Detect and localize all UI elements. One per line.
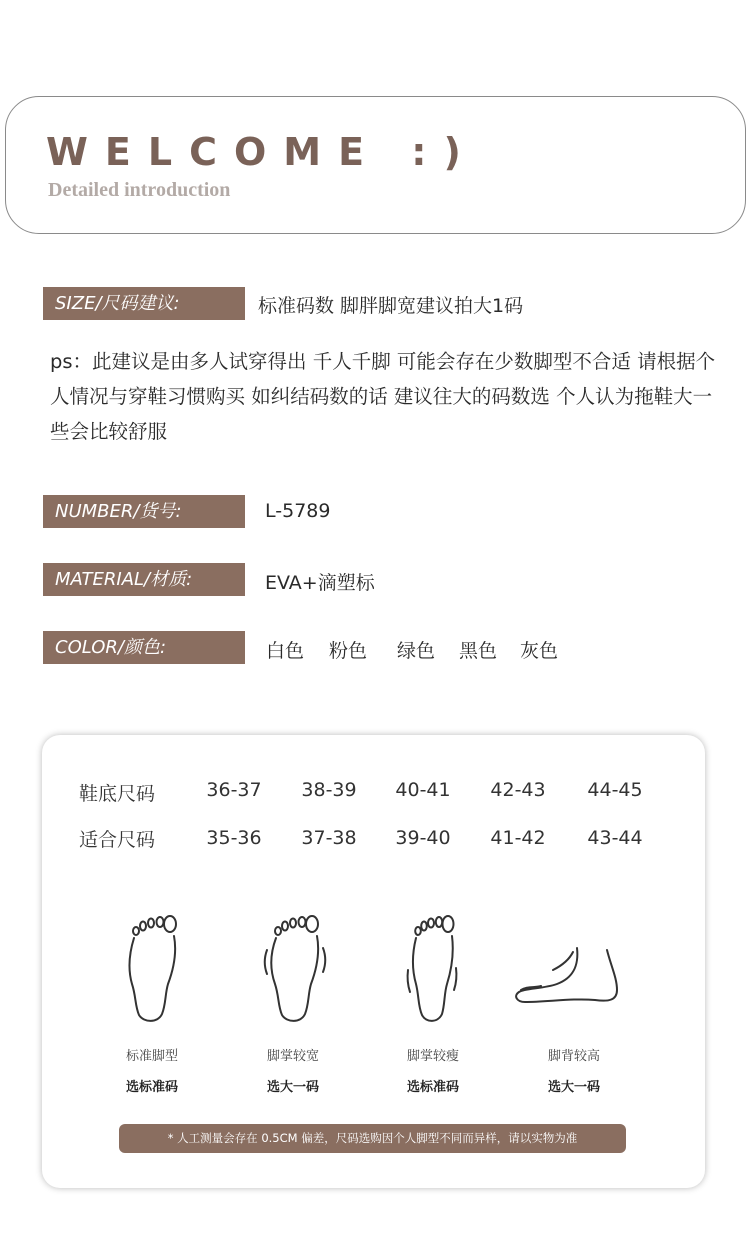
disclaimer-note: * 人工测量会存在 0.5CM 偏差，尺码选购因个人脚型不同而异样，请以实物为准 bbox=[119, 1124, 626, 1153]
number-value: L-5789 bbox=[265, 500, 331, 522]
table-cell: 39-40 bbox=[395, 827, 451, 849]
foot-type-label: 脚背较高 bbox=[547, 1049, 600, 1064]
color-option: 粉色 bbox=[329, 640, 368, 662]
foot-advice-label: 选大一码 bbox=[266, 1080, 319, 1095]
foot-advice-label: 选标准码 bbox=[406, 1080, 459, 1095]
foot-type-label: 脚掌较宽 bbox=[266, 1049, 319, 1064]
color-label: COLOR/颜色: bbox=[43, 631, 245, 664]
color-option: 白色 bbox=[266, 640, 305, 662]
foot-type-label: 标准脚型 bbox=[125, 1049, 178, 1064]
table-row-label: 鞋底尺码 bbox=[79, 783, 156, 805]
color-option: 绿色 bbox=[397, 640, 436, 662]
table-cell: 43-44 bbox=[587, 827, 643, 849]
welcome-subtitle: Detailed introduction bbox=[48, 179, 231, 201]
foot-advice-label: 选大一码 bbox=[547, 1080, 600, 1095]
slim-foot-icon bbox=[402, 912, 462, 1024]
material-label: MATERIAL/材质: bbox=[43, 563, 245, 596]
foot-advice-label: 选标准码 bbox=[125, 1080, 178, 1095]
color-option: 黑色 bbox=[459, 640, 498, 662]
material-value: EVA+滴塑标 bbox=[265, 572, 375, 594]
table-cell: 38-39 bbox=[301, 779, 357, 801]
number-label: NUMBER/货号: bbox=[43, 495, 245, 528]
size-value: 标准码数 脚胖脚宽建议拍大1码 bbox=[258, 295, 524, 317]
table-row-label: 适合尺码 bbox=[79, 829, 156, 851]
wide-foot-icon bbox=[262, 912, 328, 1024]
table-cell: 35-36 bbox=[206, 827, 262, 849]
table-cell: 42-43 bbox=[490, 779, 546, 801]
standard-foot-icon bbox=[120, 912, 184, 1024]
table-cell: 36-37 bbox=[206, 779, 262, 801]
color-option: 灰色 bbox=[520, 640, 559, 662]
foot-type-label: 脚掌较瘦 bbox=[406, 1049, 459, 1064]
table-cell: 40-41 bbox=[395, 779, 451, 801]
high-instep-foot-icon bbox=[513, 940, 623, 1008]
table-cell: 44-45 bbox=[587, 779, 643, 801]
size-label: SIZE/尺码建议: bbox=[43, 287, 245, 320]
welcome-title: WELCOME :) bbox=[46, 130, 478, 174]
table-cell: 37-38 bbox=[301, 827, 357, 849]
table-cell: 41-42 bbox=[490, 827, 546, 849]
size-note: ps：此建议是由多人试穿得出 千人千脚 可能会存在少数脚型不合适 请根据个人情况与穿鞋习惯购买 如纠结码数的话 建议往大的码数选 个人认为拖鞋大一些会比较舒服 bbox=[50, 350, 716, 443]
